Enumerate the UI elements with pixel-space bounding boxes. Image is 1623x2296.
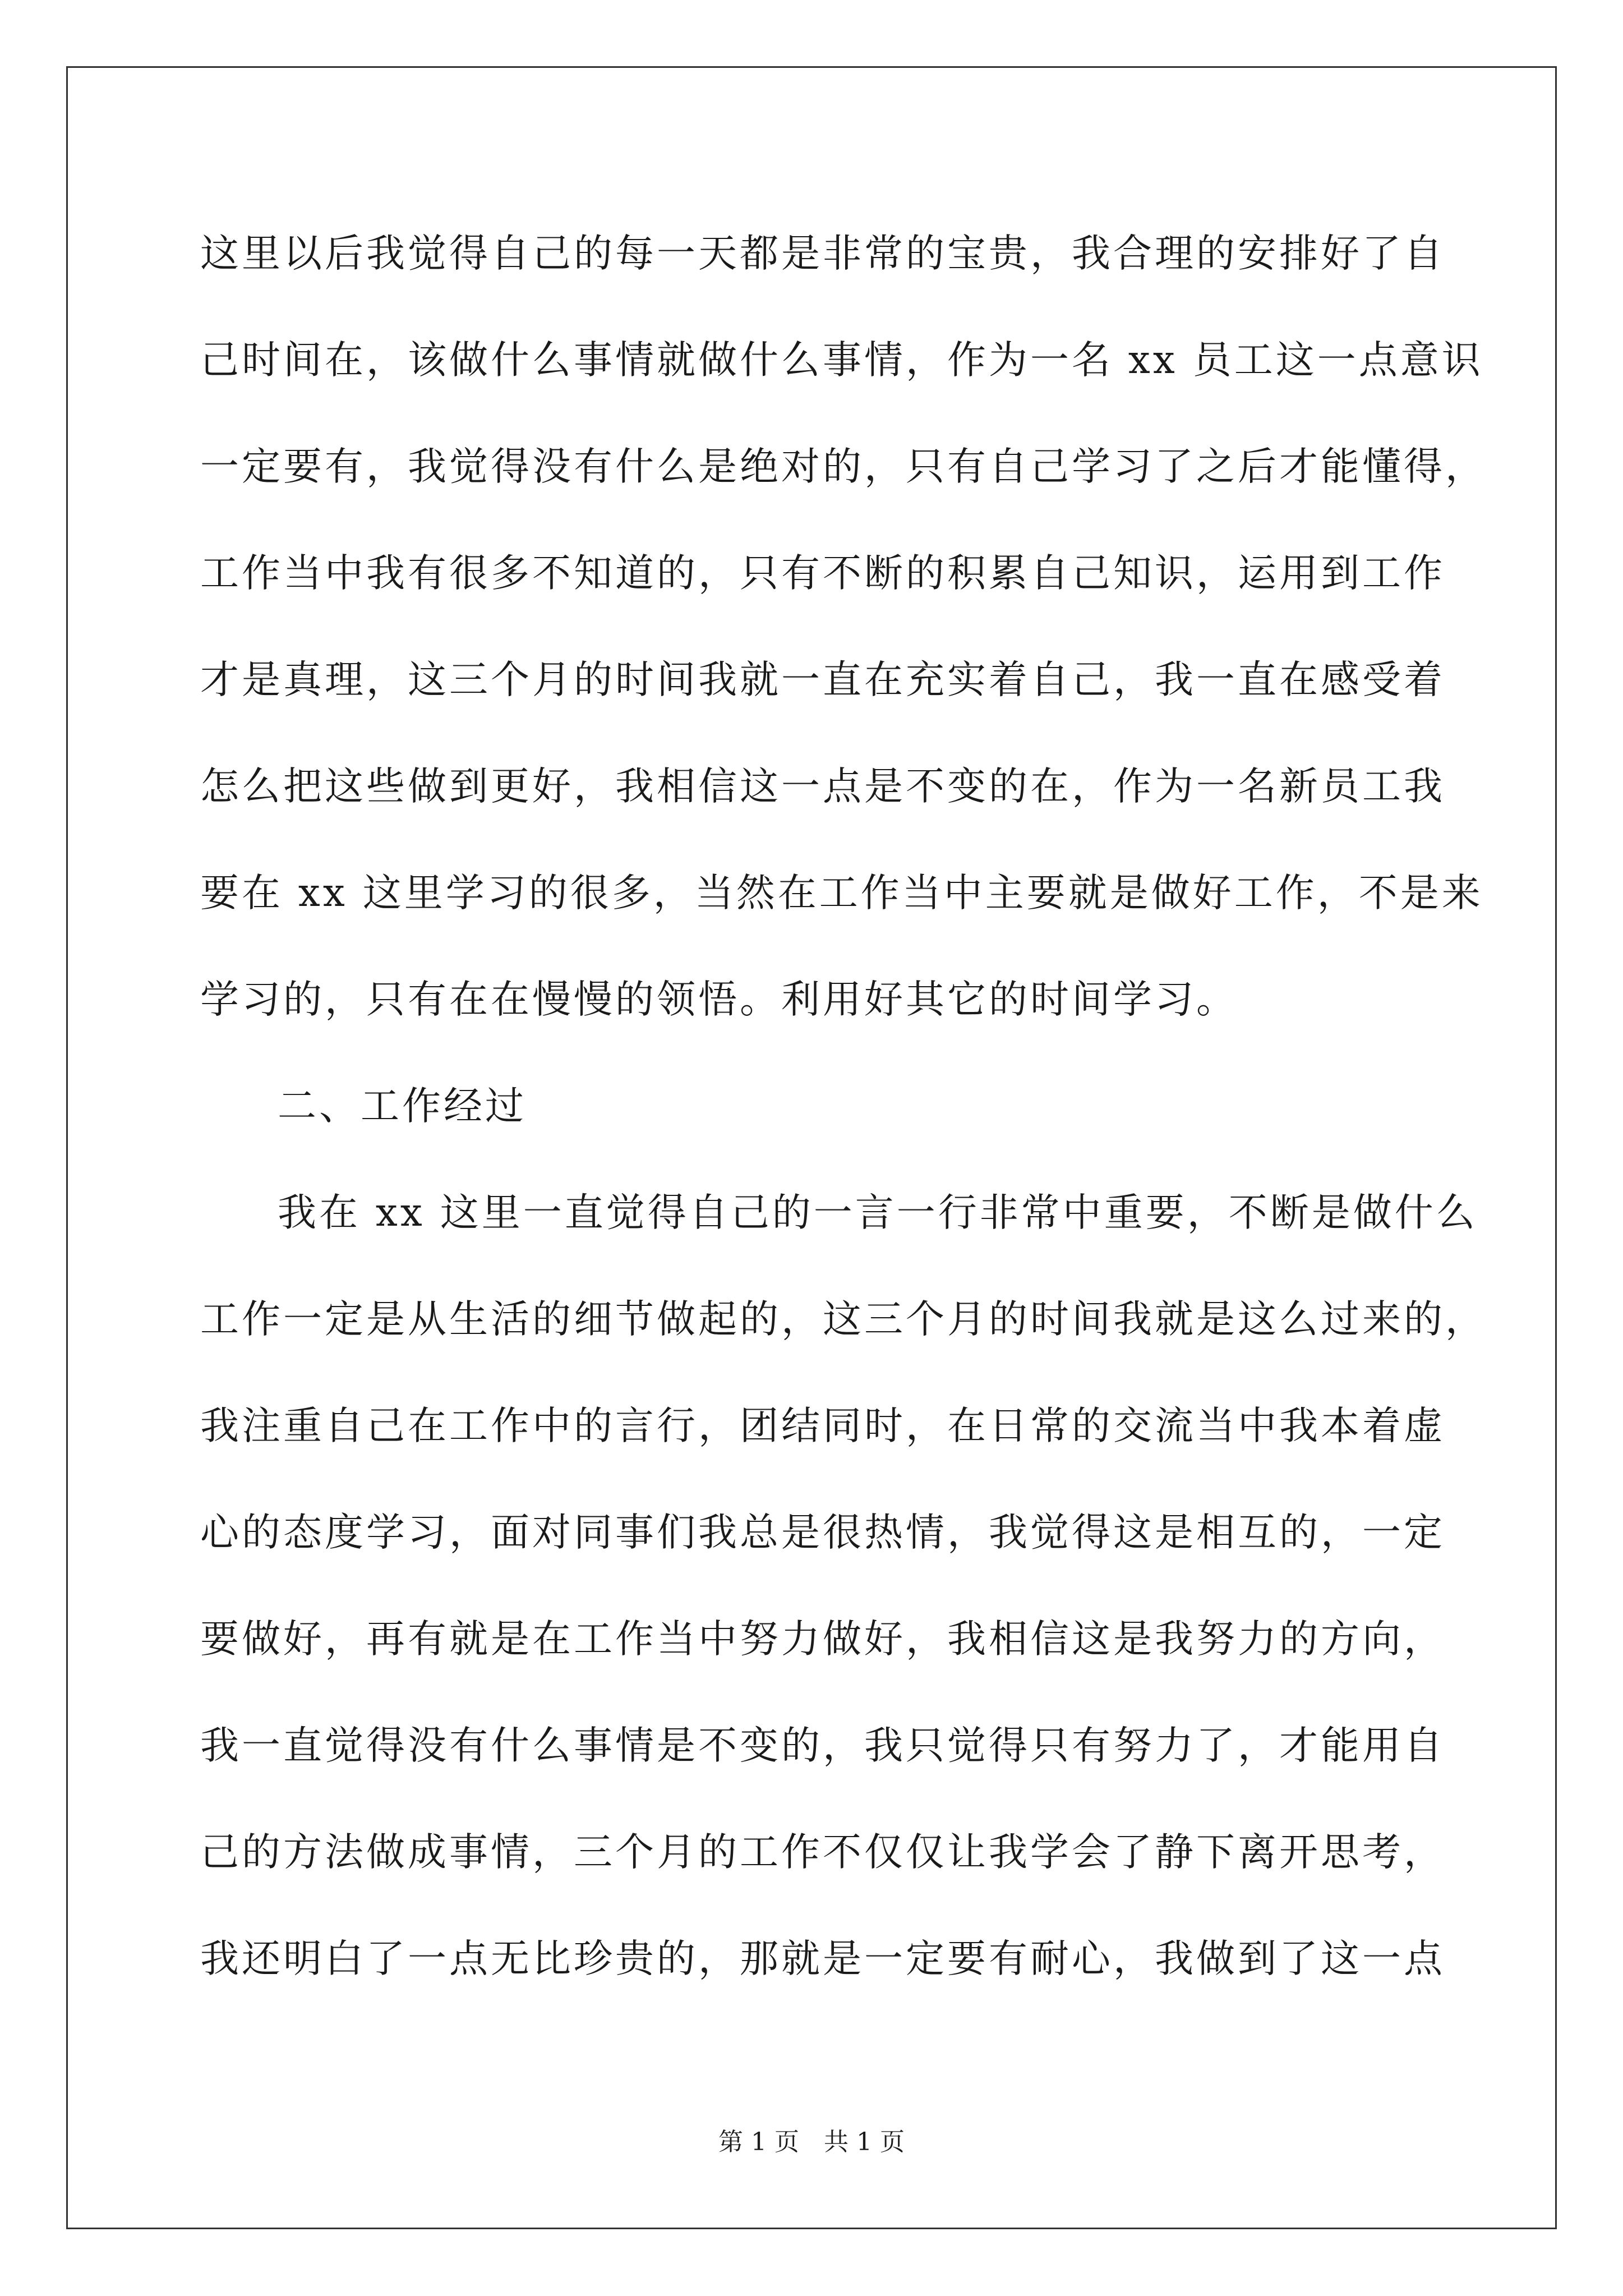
text-line: 学习的，只有在在慢慢的领悟。利用好其它的时间学习。 <box>200 977 1238 1022</box>
text-line: 我注重自己在工作中的言行，团结同时，在日常的交流当中我本着虚 <box>200 1404 1445 1448</box>
paragraph-work-process <box>200 1180 1487 2032</box>
text-line: 工作一定是从生活的细节做起的，这三个月的时间我就是这么过来的， <box>200 1297 1487 1342</box>
text-line: 我在 xx 这里一直觉得自己的一言一行非常中重要，不断是做什么 <box>278 1190 1478 1235</box>
page-footer: 第 1 页 共 1 页 <box>718 2128 905 2156</box>
text-line: 这里以后我觉得自己的每一天都是非常的宝贵，我合理的安排好了自 <box>200 231 1445 276</box>
document-body <box>200 220 1487 2032</box>
text-line: 己时间在，该做什么事情就做什么事情，作为一名 xx 员工这一点意识 <box>200 338 1483 383</box>
text-line: 才是真理，这三个月的时间我就一直在充实着自己，我一直在感受着 <box>200 657 1445 702</box>
text-line: 己的方法做成事情，三个月的工作不仅仅让我学会了静下离开思考， <box>200 1830 1445 1875</box>
section-heading: 二、工作经过 <box>278 1084 527 1129</box>
paragraph-continuation <box>200 220 1487 1073</box>
text-line: 一定要有，我觉得没有什么是绝对的，只有自己学习了之后才能懂得， <box>200 444 1487 489</box>
text-line: 我一直觉得没有什么事情是不变的，我只觉得只有努力了，才能用自 <box>200 1723 1445 1768</box>
text-line: 心的态度学习，面对同事们我总是很热情，我觉得这是相互的，一定 <box>200 1510 1445 1555</box>
text-line: 工作当中我有很多不知道的，只有不断的积累自己知识，运用到工作 <box>200 551 1445 596</box>
text-line: 要做好，再有就是在工作当中努力做好，我相信这是我努力的方向， <box>200 1617 1445 1662</box>
text-line: 怎么把这些做到更好，我相信这一点是不变的在，作为一名新员工我 <box>200 764 1445 809</box>
text-line: 我还明白了一点无比珍贵的，那就是一定要有耐心，我做到了这一点 <box>200 1936 1445 1981</box>
text-line: 要在 xx 这里学习的很多，当然在工作当中主要就是做好工作，不是来 <box>200 871 1483 915</box>
